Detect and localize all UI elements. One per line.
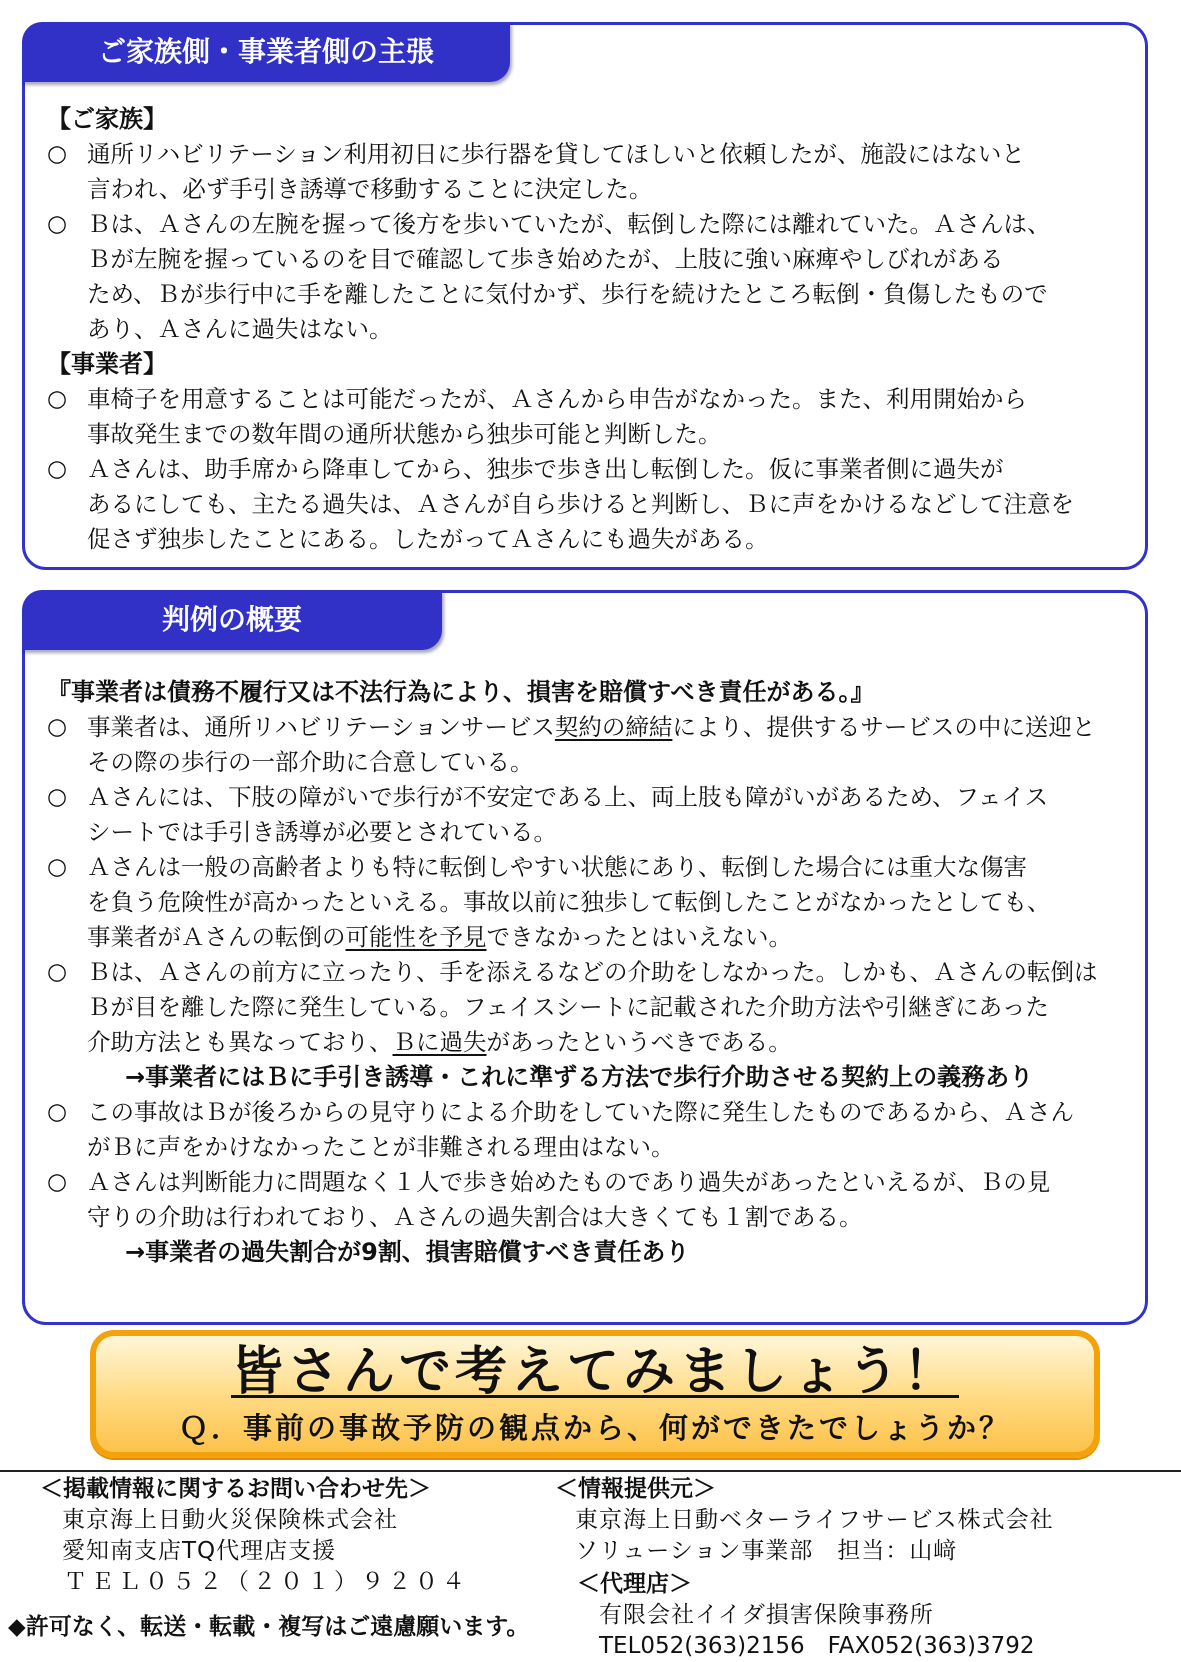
provider-heading: ＜情報提供元＞ xyxy=(555,1476,716,1502)
provider-block xyxy=(555,1474,1054,1662)
contact-phone: ＴＥＬ０５２（２０１）９２０４ xyxy=(64,1569,469,1595)
contact-heading: ＜掲載情報に関するお問い合わせ先＞ xyxy=(40,1476,431,1502)
ruling-item: ○ この事故はＢが後ろからの見守りによる介助をしていた際に発生したものであるから、Ａさん がＢに声をかけなかったことが非難される理由はない。 xyxy=(47,1095,1125,1165)
banner-title: 皆さんで考えてみましょう！ xyxy=(230,1342,959,1402)
ruling-section-tab: 判例の概要 xyxy=(22,590,442,650)
ruling-section xyxy=(22,590,1148,1325)
ruling-item: ○ Ｂは、Ａさんの前方に立ったり、手を添えるなどの介助をしなかった。しかも、Ａさんの転倒は Ｂが目を離した際に発生している。フェイスシートに記載された介助方法や引継ぎにあった 介助方法とも異なっており、Ｂに過失があったというべきである。 xyxy=(47,955,1125,1060)
ruling-conclusion: →事業者にはＢに手引き誘導・これに準ずる方法で歩行介助させる契約上の義務あり xyxy=(125,1063,1034,1091)
ruling-item: ○ Ａさんには、下肢の障がいで歩行が不安定である上、両上肢も障がいがあるため、フェイス シートでは手引き誘導が必要とされている。 xyxy=(47,780,1125,850)
operator-item: ○ 車椅子を用意することは可能だったが、Ａさんから申告がなかった。また、利用開始から 事故発生までの数年間の通所状態から独歩可能と判断した。 xyxy=(47,382,1125,452)
bullet-icon: ○ xyxy=(47,386,68,412)
agency-line: 有限会社イイダ損害保険事務所 xyxy=(599,1602,934,1628)
bullet-icon: ○ xyxy=(47,1099,68,1125)
bullet-icon: ○ xyxy=(47,141,68,167)
claims-section xyxy=(22,22,1148,570)
notice: ◆許可なく、転送・転載・複写はご遠慮願います。 xyxy=(8,1614,530,1640)
operator-heading: 【事業者】 xyxy=(47,350,167,378)
family-item: ○ 通所リハビリテーション利用初日に歩行器を貸してほしいと依頼したが、施設にはないと 言われ、必ず手引き誘導で移動することに決定した。 xyxy=(47,137,1125,207)
banner-question: Ｑ．事前の事故予防の観点から、何ができたでしょうか？ xyxy=(178,1411,1011,1445)
ruling-item: ○ Ａさんは一般の高齢者よりも特に転倒しやすい状態にあり、転倒した場合には重大な傷害 を負う危険性が高かったといえる。事故以前に独歩して転倒したことがなかったとしても、 事業者がＡさんの転倒の可能性を予見できなかったとはいえない。 xyxy=(47,850,1125,955)
ruling-heading: 『事業者は債務不履行又は不法行為により、損害を賠償すべき責任がある。』 xyxy=(47,678,875,706)
family-heading: 【ご家族】 xyxy=(47,105,167,133)
contact-block xyxy=(40,1474,469,1598)
ruling-conclusion: →事業者の過失割合が9割、損害賠償すべき責任あり xyxy=(125,1238,690,1266)
bullet-icon: ○ xyxy=(47,1169,68,1195)
contact-line: 愛知南支店TQ代理店支援 xyxy=(62,1538,337,1564)
bullet-icon: ○ xyxy=(47,456,68,482)
ruling-item: ○ Ａさんは判断能力に問題なく１人で歩き始めたものであり過失があったといえるが、Ｂの見 守りの介助は行われており、Ａさんの過失割合は大きくても１割である。 xyxy=(47,1165,1125,1235)
operator-item: ○ Ａさんは、助手席から降車してから、独歩で歩き出し転倒した。仮に事業者側に過失が あるにしても、主たる過失は、Ａさんが自ら歩けると判断し、Ｂに声をかけるなどして注意を 促さず独歩したことにある。したがってＡさんにも過失がある。 xyxy=(47,452,1125,557)
bullet-icon: ○ xyxy=(47,784,68,810)
contact-line: 東京海上日動火災保険株式会社 xyxy=(62,1507,398,1533)
ruling-item: ○ 事業者は、通所リハビリテーションサービス契約の締結により、提供するサービスの中に送迎と その際の歩行の一部介助に合意している。 xyxy=(47,710,1125,780)
provider-line: 東京海上日動ベターライフサービス株式会社 xyxy=(575,1507,1054,1533)
bullet-icon: ○ xyxy=(47,854,68,880)
footer-divider xyxy=(0,1470,1181,1472)
provider-line: ソリューション事業部 担当：山﨑 xyxy=(575,1538,958,1564)
bullet-icon: ○ xyxy=(47,211,68,237)
ruling-content xyxy=(47,675,1125,1270)
family-item: ○ Ｂは、Ａさんの左腕を握って後方を歩いていたが、転倒した際には離れていた。Ａさんは、 Ｂが左腕を握っているのを目で確認して歩き始めたが、上肢に強い麻痺やしびれがある ため、Ｂが歩行中に手を離したことに気付かず、歩行を続けたところ転倒・負傷したもので あり、Ａさんに過失はない。 xyxy=(47,207,1125,347)
bullet-icon: ○ xyxy=(47,714,68,740)
think-banner xyxy=(90,1330,1100,1458)
claims-content xyxy=(47,102,1125,557)
claims-section-tab: ご家族側・事業者側の主張 xyxy=(22,22,510,82)
agency-line: TEL052(363)2156 FAX052(363)3792 xyxy=(599,1633,1035,1659)
agency-heading: ＜代理店＞ xyxy=(577,1571,692,1597)
bullet-icon: ○ xyxy=(47,959,68,985)
